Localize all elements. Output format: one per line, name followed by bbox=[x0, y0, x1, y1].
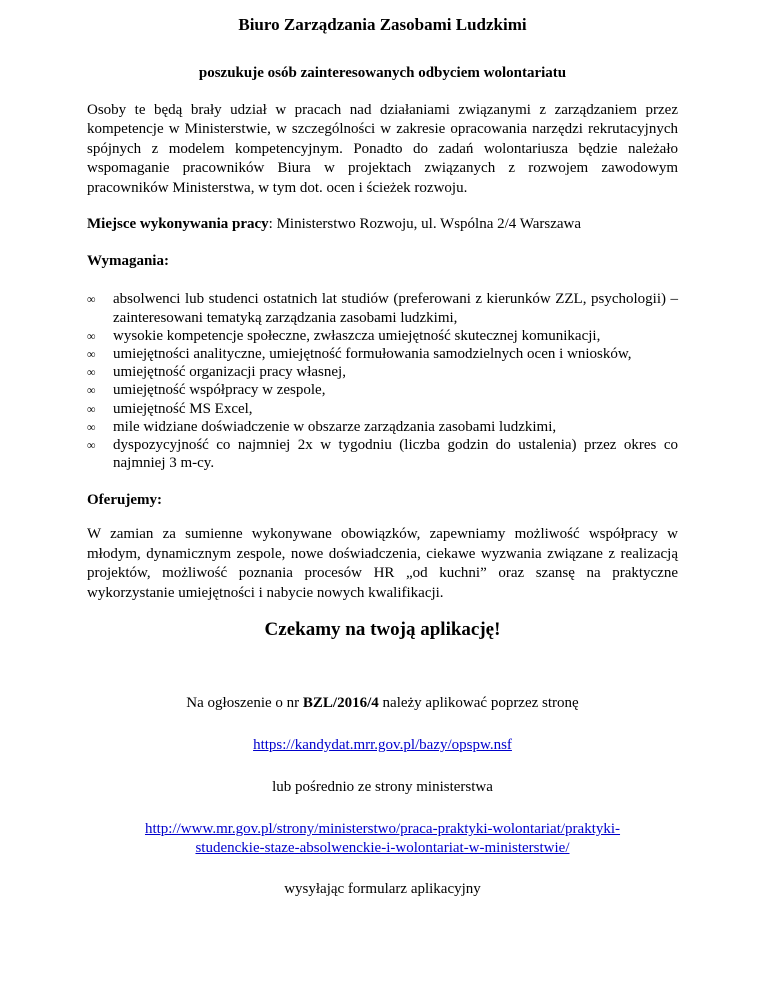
apply-instruction bbox=[87, 694, 678, 713]
list-item-text: dyspozycyjność co najmniej 2x w tygodniu (liczba godzin do ustalenia) przez okres co najmniej 3 m-cy. bbox=[113, 437, 678, 472]
ministry-link-part2: studenckie-staze-absolwenckie-i-wolontariat-w-ministerstwie/ bbox=[195, 840, 570, 857]
offer-paragraph: W zamian za sumienne wykonywane obowiązków, zapewniamy możliwość współpracy w młodym, dynamicznym zespole, nowe doświadczenia, ciekawe wyzwania związane z realizacją projektów, możliwość poznania procesów HR „od kuchni” oraz szansę na praktyczne wykorzystanie umiejętności i nabycie nowych kwalifikacji. bbox=[87, 526, 678, 601]
list-item-text: umiejętność współpracy w zespole, bbox=[113, 382, 326, 399]
requirements-list bbox=[87, 290, 678, 472]
location-label: Miejsce wykonywania pracy bbox=[87, 216, 269, 233]
application-link[interactable]: https://kandydat.mrr.gov.pl/bazy/opspw.nsf bbox=[253, 737, 512, 754]
list-item bbox=[87, 327, 678, 345]
ministry-link-line bbox=[87, 820, 678, 858]
list-item-text: mile widziane doświadczenie w obszarze zarządzania zasobami ludzkimi, bbox=[113, 418, 557, 435]
bullet-icon: ∞ bbox=[87, 438, 96, 453]
document-content bbox=[87, 14, 678, 899]
list-item bbox=[87, 381, 678, 399]
list-item-text: wysokie kompetencje społeczne, zwłaszcza umiejętność skutecznej komunikacji, bbox=[113, 327, 601, 344]
bullet-icon: ∞ bbox=[87, 419, 96, 434]
list-item bbox=[87, 436, 678, 472]
location-separator: : bbox=[268, 216, 277, 233]
bullet-icon: ∞ bbox=[87, 401, 96, 416]
offer-heading: Oferujemy: bbox=[87, 492, 162, 509]
application-link-line bbox=[87, 736, 678, 755]
list-item bbox=[87, 400, 678, 418]
list-item bbox=[87, 363, 678, 381]
ministry-link-part1: http://www.mr.gov.pl/strony/ministerstwo/praca-praktyki-wolontariat/praktyki- bbox=[144, 821, 621, 838]
bullet-icon: ∞ bbox=[87, 365, 96, 380]
location-value: Ministerstwo Rozwoju, ul. Wspólna 2/4 Warszawa bbox=[276, 216, 582, 233]
list-item-text: umiejętność organizacji pracy własnej, bbox=[113, 364, 346, 381]
reference-number: BZL/2016/4 bbox=[302, 695, 379, 712]
document-subtitle: poszukuje osób zainteresowanych odbyciem wolontariatu bbox=[198, 65, 567, 81]
bullet-icon: ∞ bbox=[87, 328, 96, 343]
send-form-text: wysyłając formularz aplikacyjny bbox=[284, 881, 481, 898]
list-item-text: umiejętność MS Excel, bbox=[113, 400, 253, 417]
apply-prefix: Na ogłoszenie o nr bbox=[186, 695, 303, 712]
list-item bbox=[87, 345, 678, 363]
document-title: Biuro Zarządzania Zasobami Ludzkimi bbox=[238, 15, 527, 34]
ministry-link[interactable] bbox=[145, 821, 620, 856]
alternative-text: lub pośrednio ze strony ministerstwa bbox=[272, 779, 493, 796]
list-item-text: absolwenci lub studenci ostatnich lat studiów (preferowani z kierunków ZZL, psychologii) – zainteresowani tematyką zarządzania zasobami ludzkimi, bbox=[113, 291, 678, 326]
apply-suffix: należy aplikować poprzez stronę bbox=[378, 695, 579, 712]
requirements-heading: Wymagania: bbox=[87, 253, 169, 270]
bullet-icon: ∞ bbox=[87, 383, 96, 398]
list-item bbox=[87, 290, 678, 326]
call-to-action: Czekamy na twoją aplikację! bbox=[264, 619, 501, 641]
list-item bbox=[87, 418, 678, 436]
bullet-icon: ∞ bbox=[87, 347, 96, 362]
bullet-icon: ∞ bbox=[87, 292, 96, 307]
list-item-text: umiejętności analityczne, umiejętność formułowania samodzielnych ocen i wniosków, bbox=[113, 346, 632, 363]
location-line bbox=[87, 215, 678, 234]
intro-paragraph: Osoby te będą brały udział w pracach nad działaniami związanymi z zarządzaniem przez kompetencje w Ministerstwie, w szczególności w zakresie opracowania narzędzi rekrutacyjnych spójnych z modelem kompetencyjnym. Ponadto do zadań wolontariusza będzie należało wspomaganie pracowników Biura w projektach związanych z rozwojem zawodowym pracowników Ministerstwa, w tym dot. ocen i ścieżek rozwoju. bbox=[87, 102, 678, 196]
